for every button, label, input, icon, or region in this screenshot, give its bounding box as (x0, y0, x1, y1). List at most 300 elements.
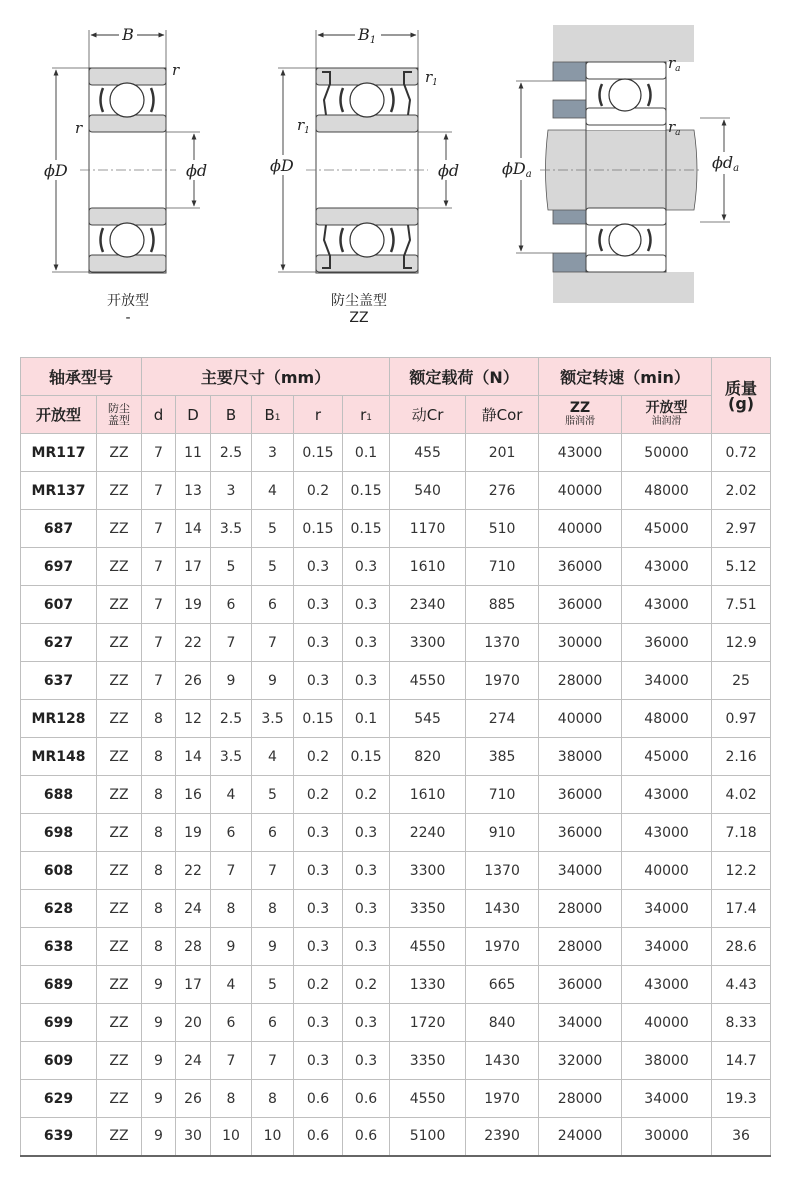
cell-model: 627 (21, 624, 97, 662)
header-mass (712, 358, 771, 434)
cell-shield: ZZ (97, 548, 142, 586)
cell-model: 608 (21, 852, 97, 890)
table-row (21, 890, 771, 928)
cell-r1: 0.6 (343, 1080, 390, 1118)
cell-r1: 0.3 (343, 624, 390, 662)
cell-model: 698 (21, 814, 97, 852)
cell-r: 0.3 (294, 1004, 343, 1042)
table-row (21, 852, 771, 890)
header-B1-sub: 1 (274, 412, 281, 423)
cell-model: 607 (21, 586, 97, 624)
cell-speed-open: 43000 (622, 966, 712, 1004)
cell-shield: ZZ (97, 586, 142, 624)
cell-r1: 0.1 (343, 434, 390, 472)
svg-text:r1 (297, 116, 310, 136)
cell-shield: ZZ (97, 1042, 142, 1080)
cell-r: 0.3 (294, 1042, 343, 1080)
cell-shield: ZZ (97, 966, 142, 1004)
cell-r: 0.3 (294, 662, 343, 700)
cell-cr: 1610 (390, 776, 466, 814)
cell-cr: 545 (390, 700, 466, 738)
table-row (21, 548, 771, 586)
cell-D: 19 (176, 814, 211, 852)
bearing-spec-table (20, 357, 771, 1157)
header-d: d (142, 396, 176, 434)
cell-model: 697 (21, 548, 97, 586)
cell-D: 17 (176, 548, 211, 586)
label-B1: B (358, 25, 370, 44)
cell-mass: 12.9 (712, 624, 771, 662)
cell-speed-open: 34000 (622, 1080, 712, 1118)
cell-r: 0.6 (294, 1118, 343, 1156)
cell-cr: 2240 (390, 814, 466, 852)
table-row (21, 776, 771, 814)
cell-r: 0.3 (294, 852, 343, 890)
cell-r: 0.15 (294, 434, 343, 472)
table-row (21, 814, 771, 852)
cell-r: 0.2 (294, 738, 343, 776)
mounting-diagram (500, 25, 753, 303)
cell-cor: 1970 (466, 928, 539, 966)
cell-D: 14 (176, 510, 211, 548)
cell-model: 689 (21, 966, 97, 1004)
cell-speed-open: 40000 (622, 852, 712, 890)
cell-B1: 10 (252, 1118, 294, 1156)
cell-D: 26 (176, 662, 211, 700)
cell-r1: 0.2 (343, 776, 390, 814)
cell-B1: 4 (252, 472, 294, 510)
cell-B: 7 (211, 852, 252, 890)
label-r1-left-sub: 1 (304, 126, 310, 136)
cell-cor: 1970 (466, 1080, 539, 1118)
cell-speed-open: 30000 (622, 1118, 712, 1156)
header-speed: 额定转速（min） (539, 358, 712, 396)
cell-speed-open: 43000 (622, 814, 712, 852)
table-row (21, 1004, 771, 1042)
table-row (21, 586, 771, 624)
cell-cor: 1370 (466, 624, 539, 662)
cell-B1: 3.5 (252, 700, 294, 738)
cell-mass: 12.2 (712, 852, 771, 890)
cell-r: 0.2 (294, 966, 343, 1004)
cell-D: 16 (176, 776, 211, 814)
shielded-type-caption (314, 293, 404, 327)
cell-speed-open: 43000 (622, 776, 712, 814)
cell-speed-zz: 36000 (539, 586, 622, 624)
cell-speed-open: 38000 (622, 1042, 712, 1080)
cell-speed-zz: 32000 (539, 1042, 622, 1080)
label-phida: ϕd (712, 153, 734, 172)
cell-model: MR128 (21, 700, 97, 738)
label-r1-left: r (297, 116, 305, 134)
cell-cr: 5100 (390, 1118, 466, 1156)
cell-B: 10 (211, 1118, 252, 1156)
cell-speed-zz: 36000 (539, 548, 622, 586)
header-mass-line2: (g) (728, 393, 755, 413)
table-body (21, 434, 771, 1156)
cell-shield: ZZ (97, 928, 142, 966)
cell-B1: 6 (252, 1004, 294, 1042)
header-zz-speed (539, 396, 622, 434)
cell-model: 638 (21, 928, 97, 966)
header-D: D (176, 396, 211, 434)
cell-model: 687 (21, 510, 97, 548)
cell-B1: 3 (252, 434, 294, 472)
cell-shield: ZZ (97, 662, 142, 700)
cell-r1: 0.2 (343, 966, 390, 1004)
cell-mass: 28.6 (712, 928, 771, 966)
header-mass-line1: 质量 (725, 378, 758, 398)
cell-shield: ZZ (97, 472, 142, 510)
cell-shield: ZZ (97, 1118, 142, 1156)
cell-mass: 2.97 (712, 510, 771, 548)
cell-d: 9 (142, 966, 176, 1004)
cell-d: 9 (142, 1042, 176, 1080)
cell-cor: 710 (466, 776, 539, 814)
label-phid: ϕd (186, 161, 208, 180)
cell-d: 8 (142, 776, 176, 814)
cell-speed-zz: 40000 (539, 510, 622, 548)
cell-speed-zz: 40000 (539, 472, 622, 510)
cell-B: 2.5 (211, 700, 252, 738)
cell-shield: ZZ (97, 776, 142, 814)
cell-d: 9 (142, 1080, 176, 1118)
header-B1-main: B (264, 405, 275, 424)
cell-cor: 910 (466, 814, 539, 852)
cell-r1: 0.15 (343, 738, 390, 776)
cell-cr: 4550 (390, 928, 466, 966)
cell-mass: 2.02 (712, 472, 771, 510)
cell-r1: 0.1 (343, 700, 390, 738)
cell-r: 0.3 (294, 624, 343, 662)
cell-speed-zz: 30000 (539, 624, 622, 662)
header-B1 (252, 396, 294, 434)
cell-speed-open: 50000 (622, 434, 712, 472)
cell-mass: 17.4 (712, 890, 771, 928)
cell-model: MR148 (21, 738, 97, 776)
cell-r: 0.3 (294, 928, 343, 966)
cell-B: 3 (211, 472, 252, 510)
cell-cor: 385 (466, 738, 539, 776)
cell-speed-zz: 28000 (539, 928, 622, 966)
cell-cor: 885 (466, 586, 539, 624)
header-open-top: 开放型 (645, 400, 688, 416)
cell-speed-open: 43000 (622, 586, 712, 624)
cell-D: 11 (176, 434, 211, 472)
cell-D: 12 (176, 700, 211, 738)
cell-speed-open: 40000 (622, 1004, 712, 1042)
cell-B: 3.5 (211, 738, 252, 776)
label-ra-mid: r (668, 118, 676, 136)
cell-mass: 4.43 (712, 966, 771, 1004)
cell-mass: 36 (712, 1118, 771, 1156)
cell-cr: 4550 (390, 1080, 466, 1118)
header-r1-main: r (360, 405, 367, 424)
cell-cr: 455 (390, 434, 466, 472)
cell-model: 699 (21, 1004, 97, 1042)
cell-B1: 6 (252, 814, 294, 852)
header-B: B (211, 396, 252, 434)
cell-d: 9 (142, 1004, 176, 1042)
cell-cr: 2340 (390, 586, 466, 624)
cell-B1: 7 (252, 1042, 294, 1080)
shielded-type-caption-sub: ZZ (349, 310, 369, 326)
cell-cr: 4550 (390, 662, 466, 700)
header-open-speed (622, 396, 712, 434)
cell-speed-zz: 38000 (539, 738, 622, 776)
cell-speed-open: 45000 (622, 510, 712, 548)
header-model: 轴承型号 (21, 358, 142, 396)
cell-speed-open: 45000 (622, 738, 712, 776)
cell-B: 6 (211, 586, 252, 624)
cell-r1: 0.3 (343, 1042, 390, 1080)
label-ra-top-sub: a (675, 64, 681, 74)
cell-cr: 1720 (390, 1004, 466, 1042)
cell-speed-zz: 28000 (539, 662, 622, 700)
table-row (21, 738, 771, 776)
cell-speed-open: 36000 (622, 624, 712, 662)
cell-mass: 2.16 (712, 738, 771, 776)
cell-cor: 201 (466, 434, 539, 472)
cell-speed-open: 34000 (622, 928, 712, 966)
header-r1 (343, 396, 390, 434)
header-cor: 静Cor (466, 396, 539, 434)
header-cr: 动Cr (390, 396, 466, 434)
cell-D: 28 (176, 928, 211, 966)
cell-speed-zz: 28000 (539, 890, 622, 928)
cell-cr: 3300 (390, 624, 466, 662)
open-type-caption-sub: - (125, 310, 131, 326)
cell-d: 8 (142, 700, 176, 738)
label-ra-mid-sub: a (675, 128, 681, 138)
cell-r1: 0.3 (343, 852, 390, 890)
cell-D: 24 (176, 890, 211, 928)
cell-d: 8 (142, 814, 176, 852)
cell-speed-zz: 36000 (539, 966, 622, 1004)
cell-r1: 0.15 (343, 472, 390, 510)
cell-speed-open: 34000 (622, 890, 712, 928)
cell-D: 22 (176, 624, 211, 662)
cell-d: 7 (142, 434, 176, 472)
cell-B1: 5 (252, 966, 294, 1004)
cell-B1: 7 (252, 852, 294, 890)
cell-shield: ZZ (97, 852, 142, 890)
cell-cor: 510 (466, 510, 539, 548)
cell-cor: 710 (466, 548, 539, 586)
cell-r: 0.15 (294, 700, 343, 738)
cell-D: 13 (176, 472, 211, 510)
cell-shield: ZZ (97, 700, 142, 738)
svg-text:r1 (425, 68, 438, 88)
label-r-top: r (172, 61, 180, 79)
header-shield-line1: 防尘 (108, 401, 130, 415)
cell-B: 4 (211, 966, 252, 1004)
cell-D: 17 (176, 966, 211, 1004)
label-phiD-2: ϕD (270, 156, 294, 175)
cell-cor: 276 (466, 472, 539, 510)
table-row (21, 1118, 771, 1156)
cell-B: 6 (211, 814, 252, 852)
cell-d: 8 (142, 738, 176, 776)
cell-mass: 7.51 (712, 586, 771, 624)
cell-shield: ZZ (97, 890, 142, 928)
cell-r1: 0.3 (343, 890, 390, 928)
cell-cr: 3300 (390, 852, 466, 890)
cell-B: 9 (211, 662, 252, 700)
table-row (21, 472, 771, 510)
cell-B: 9 (211, 928, 252, 966)
cell-model: 629 (21, 1080, 97, 1118)
header-zz-bot: 脂润滑 (565, 416, 596, 427)
cell-speed-zz: 43000 (539, 434, 622, 472)
cell-shield: ZZ (97, 510, 142, 548)
cell-r1: 0.3 (343, 586, 390, 624)
cell-B1: 5 (252, 548, 294, 586)
cell-r: 0.3 (294, 814, 343, 852)
cell-cr: 540 (390, 472, 466, 510)
cell-speed-zz: 34000 (539, 852, 622, 890)
cell-cor: 274 (466, 700, 539, 738)
cell-mass: 5.12 (712, 548, 771, 586)
cell-d: 7 (142, 624, 176, 662)
cell-shield: ZZ (97, 738, 142, 776)
cell-speed-open: 48000 (622, 700, 712, 738)
shielded-type-caption-title: 防尘盖型 (331, 293, 387, 309)
table-row (21, 1042, 771, 1080)
label-r1-top: r (425, 68, 433, 86)
cell-cr: 3350 (390, 890, 466, 928)
table-row (21, 510, 771, 548)
cell-B1: 8 (252, 890, 294, 928)
cell-r: 0.15 (294, 510, 343, 548)
cell-cor: 1430 (466, 1042, 539, 1080)
open-type-diagram (42, 25, 213, 273)
table-row (21, 662, 771, 700)
cell-cor: 2390 (466, 1118, 539, 1156)
label-B: B (122, 25, 134, 44)
header-open-bot: 油润滑 (651, 416, 682, 427)
cell-B1: 5 (252, 510, 294, 548)
label-phid-2: ϕd (438, 161, 460, 180)
cell-d: 8 (142, 890, 176, 928)
header-dims: 主要尺寸（mm） (142, 358, 390, 396)
table-header-row-1 (21, 358, 771, 396)
header-r1-sub: 1 (366, 412, 372, 423)
cell-d: 7 (142, 472, 176, 510)
cell-d: 7 (142, 510, 176, 548)
cell-model: 628 (21, 890, 97, 928)
cell-d: 7 (142, 548, 176, 586)
cell-d: 8 (142, 852, 176, 890)
cell-shield: ZZ (97, 624, 142, 662)
cell-d: 7 (142, 662, 176, 700)
cell-model: MR117 (21, 434, 97, 472)
cell-B1: 9 (252, 928, 294, 966)
label-r-left: r (75, 119, 83, 137)
header-load: 额定载荷（N） (390, 358, 539, 396)
cell-d: 8 (142, 928, 176, 966)
cell-B1: 6 (252, 586, 294, 624)
cell-B: 7 (211, 624, 252, 662)
cell-mass: 0.72 (712, 434, 771, 472)
table-row (21, 966, 771, 1004)
cell-speed-zz: 34000 (539, 1004, 622, 1042)
table-row (21, 928, 771, 966)
cell-B: 8 (211, 890, 252, 928)
header-r: r (294, 396, 343, 434)
cell-r: 0.3 (294, 586, 343, 624)
cell-mass: 25 (712, 662, 771, 700)
cell-cor: 665 (466, 966, 539, 1004)
label-ra-top: r (668, 54, 676, 72)
label-B1-sub: 1 (369, 35, 377, 46)
cell-model: MR137 (21, 472, 97, 510)
cell-r: 0.2 (294, 776, 343, 814)
cell-B: 5 (211, 548, 252, 586)
cell-speed-open: 43000 (622, 548, 712, 586)
cell-B: 7 (211, 1042, 252, 1080)
label-phida-sub: a (733, 163, 740, 174)
label-phiDa: ϕD (502, 159, 526, 178)
cell-cr: 3350 (390, 1042, 466, 1080)
table-row (21, 1080, 771, 1118)
cell-r1: 0.6 (343, 1118, 390, 1156)
cell-mass: 4.02 (712, 776, 771, 814)
cell-shield: ZZ (97, 814, 142, 852)
cell-speed-open: 34000 (622, 662, 712, 700)
cell-speed-zz: 24000 (539, 1118, 622, 1156)
cell-B1: 5 (252, 776, 294, 814)
cell-shield: ZZ (97, 1080, 142, 1118)
cell-cor: 1970 (466, 662, 539, 700)
cell-cor: 1430 (466, 890, 539, 928)
cell-D: 14 (176, 738, 211, 776)
cell-model: 609 (21, 1042, 97, 1080)
table-header-row-2 (21, 396, 771, 434)
diagrams-svg (0, 0, 790, 340)
shielded-type-diagram (268, 25, 465, 273)
cell-cr: 1610 (390, 548, 466, 586)
cell-r1: 0.15 (343, 510, 390, 548)
cell-mass: 8.33 (712, 1004, 771, 1042)
cell-speed-zz: 36000 (539, 814, 622, 852)
cell-model: 637 (21, 662, 97, 700)
header-shield (97, 396, 142, 434)
table-row (21, 624, 771, 662)
cell-D: 26 (176, 1080, 211, 1118)
cell-d: 9 (142, 1118, 176, 1156)
cell-speed-zz: 36000 (539, 776, 622, 814)
cell-mass: 7.18 (712, 814, 771, 852)
table-row (21, 434, 771, 472)
cell-speed-zz: 28000 (539, 1080, 622, 1118)
open-type-caption-title: 开放型 (107, 293, 149, 309)
cell-cr: 820 (390, 738, 466, 776)
cell-r1: 0.3 (343, 928, 390, 966)
cell-speed-open: 48000 (622, 472, 712, 510)
cell-r1: 0.3 (343, 662, 390, 700)
cell-r: 0.6 (294, 1080, 343, 1118)
cell-shield: ZZ (97, 434, 142, 472)
cell-B: 2.5 (211, 434, 252, 472)
cell-r: 0.3 (294, 548, 343, 586)
cell-d: 7 (142, 586, 176, 624)
cell-cor: 840 (466, 1004, 539, 1042)
cell-r1: 0.3 (343, 814, 390, 852)
cell-r1: 0.3 (343, 1004, 390, 1042)
cell-D: 24 (176, 1042, 211, 1080)
cell-D: 19 (176, 586, 211, 624)
